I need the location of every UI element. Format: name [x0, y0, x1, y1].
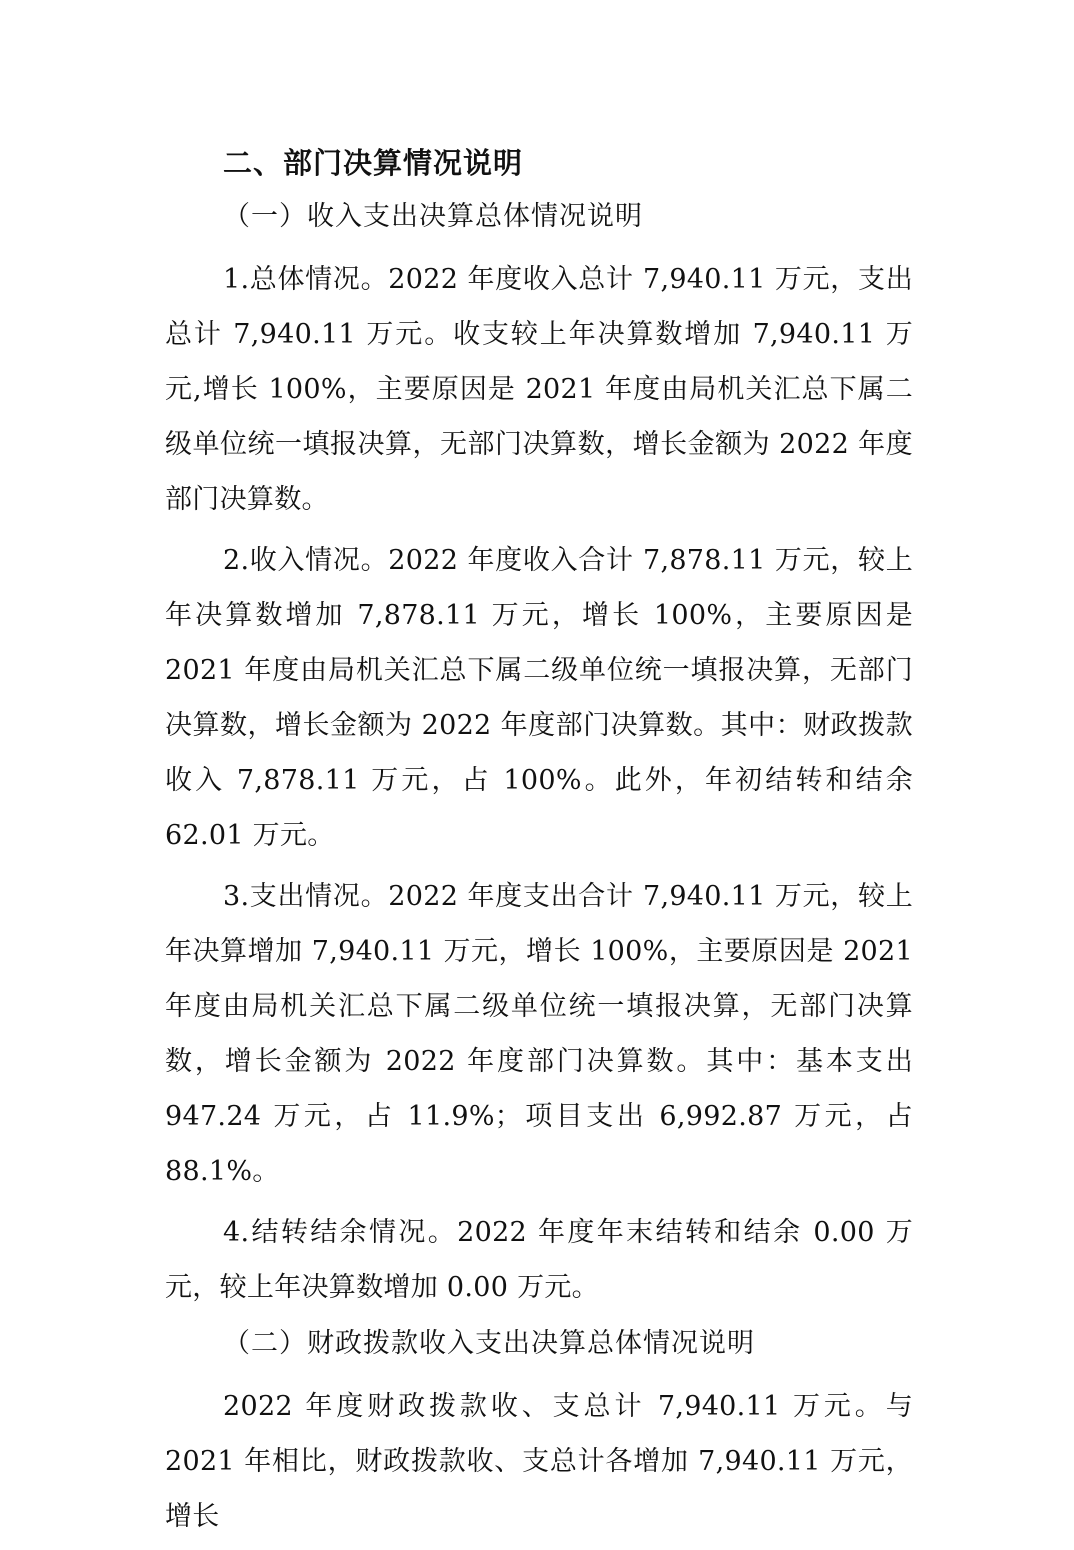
- subsection-title-2: （二）财政拨款收入支出决算总体情况说明: [223, 1328, 755, 1359]
- paragraph-fiscal-allocation: 2022 年度财政拨款收、支总计 7,940.11 万元。与 2021 年相比，财政拨款收、支总计各增加 7,940.11 万元，增长: [165, 1391, 913, 1532]
- paragraph-income: 2.收入情况。2022 年度收入合计 7,878.11 万元，较上年决算数增加 7,878.11 万元，增长 100%，主要原因是 2021 年度由局机关汇总下属二级单位统一填报决算，无部门决算数，增长金额为 2022 年度部门决算数。其中：财政拨款收入 7,878.11 万元，占 100%。此外，年初结转和结余 62.01 万元。: [165, 545, 913, 851]
- document-body: [165, 140, 913, 1550]
- paragraph-balance: 4.结转结余情况。2022 年度年末结转和结余 0.00 万元，较上年决算数增加 0.00 万元。: [165, 1217, 913, 1303]
- section-heading: 二、部门决算情况说明: [223, 146, 524, 180]
- subsection-title-1: （一）收入支出决算总体情况说明: [223, 201, 643, 232]
- paragraph-expenditure: 3.支出情况。2022 年度支出合计 7,940.11 万元，较上年决算增加 7,940.11 万元，增长 100%，主要原因是 2021 年度由局机关汇总下属二级单位统一填报决算，无部门决算数，增长金额为 2022 年度部门决算数。其中：基本支出 947.24 万元，占 11.9%；项目支出 6,992.87 万元，占 88.1%。: [165, 881, 913, 1187]
- paragraph-overall: 1.总体情况。2022 年度收入总计 7,940.11 万元，支出总计 7,940.11 万元。收支较上年决算数增加 7,940.11 万元,增长 100%，主要原因是 2021 年度由局机关汇总下属二级单位统一填报决算，无部门决算数，增长金额为 2022 年度部门决算数。: [165, 264, 913, 515]
